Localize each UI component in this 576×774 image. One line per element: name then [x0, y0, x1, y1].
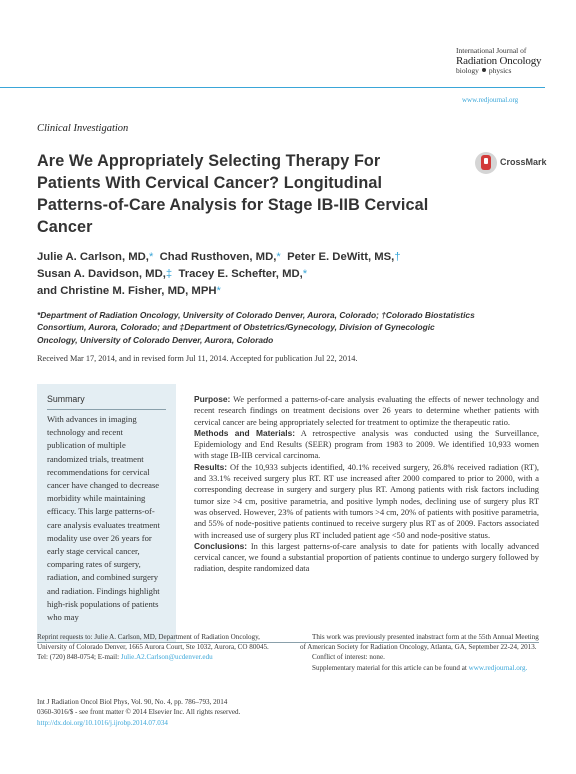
author-list — [37, 249, 477, 300]
crossmark-label: CrossMark — [500, 157, 547, 167]
summary-divider — [47, 409, 166, 410]
results-text: Of the 10,933 subjects identified, 40.1% received surgery, 26.8% received radiation (RT), and 33.1% received surgery plus RT. RT use increased after 2000 compared to prior to 2000, with a corresponding decrease in surgery and surgery plus RT. Among patients with risk factors including tumor size >4 cm, positive parametria, and positive lymph nodes, declining use of surgery plus RT was observed. However, 23% of patients with tumors >4 cm, 20% of patients with positive parametria, and 55% of node-positive patients continued to receive surgery plus RT as of 2009. Factors associated with increased use of surgery plus RT included patient age <50 and node-positive status. — [194, 462, 540, 540]
article-notes — [300, 632, 540, 673]
reprint-requests — [37, 632, 276, 663]
article-title: Are We Appropriately Selecting Therapy For Patients With Cervical Cancer? Longitudinal Patterns-of-Care Analysis for Stage IB-IIB Cervical Cancer — [37, 152, 429, 236]
doi-link[interactable]: http://dx.doi.org/10.1016/j.ijrobp.2014.07.034 — [37, 718, 168, 727]
conclusions-text: In this largest patterns-of-care analysis to date for patients with locally advanced cervical cancer, we found a substantial proportion of patients continue to undergo surgery followed by radiation, despite randomized data — [194, 541, 539, 574]
presented-note: This work was previously presented inabstract form at the 55th Annual Meeting of American Society for Radiation Oncology, Atlanta, GA, September 22-24, 2013. — [300, 633, 539, 652]
journal-url-link[interactable]: www.redjournal.org — [462, 96, 519, 104]
author-mark[interactable]: * — [148, 251, 154, 263]
conflict-note: Conflict of interest: none. — [312, 653, 385, 662]
copyright-line: 0360-3016/$ - see front matter © 2014 Elsevier Inc. All rights reserved. — [37, 708, 241, 717]
crossmark-button[interactable] — [475, 152, 555, 178]
abstract — [194, 394, 539, 575]
methods-label: Methods and Materials: — [194, 427, 296, 438]
author-mark[interactable]: † — [394, 251, 401, 263]
author-mark[interactable]: * — [216, 285, 221, 297]
journal-name-line2: Radiation Oncology — [456, 55, 542, 67]
affiliations: *Department of Radiation Oncology, University of Colorado Denver, Aurora, Colorado; †Colorado Biostatistics Consortium, Aurora, Colorado; and ‡Department of Obstetrics/Gynecology, Division of Gynecologic Oncology, University of Colorado Denver, Aurora, Colorado — [37, 310, 475, 345]
journal-name-line3 — [456, 66, 556, 76]
purpose-label: Purpose: — [194, 394, 231, 404]
author-name: Peter E. DeWitt, MS, — [287, 251, 395, 263]
results-label: Results: — [194, 461, 228, 472]
conclusions-label: Conclusions: — [194, 540, 248, 551]
citation-block — [37, 697, 297, 728]
journal-biology: biology — [456, 66, 479, 75]
author-name: Susan A. Davidson, MD, — [37, 268, 166, 280]
received-dates: Received Mar 17, 2014, and in revised form Jul 11, 2014. Accepted for publication Jul 22, 2014. — [37, 354, 358, 363]
summary-box — [37, 384, 176, 642]
author-mark[interactable]: * — [276, 251, 281, 263]
summary-text: With advances in imaging technology and recent publication of multiple randomized trials, treatment recommendations for cervical cancer have changed to decrease morbidity while maintaining efficacy. This large patterns-of-care analysis evaluates treatment modality use over 26 years for early stage cervical cancer, comparing rates of surgery, radiation, and combined surgery and radiation. Findings highlight high-risk populations of patients who may — [47, 414, 160, 623]
author-name: Julie A. Carlson, MD, — [37, 251, 149, 263]
journal-physics: physics — [488, 66, 512, 75]
author-mark[interactable]: * — [302, 268, 308, 280]
header-divider — [0, 87, 545, 88]
supplementary-link[interactable]: www.redjournal.org. — [468, 663, 528, 672]
author-name: Chad Rusthoven, MD, — [159, 251, 277, 263]
purpose-text: We performed a patterns-of-care analysis evaluating the effects of newer technology and recent research findings on treatment decisions over 26 years to determine whether patients with cervical cancer are being appropriately selected for treatment to optimize the therapeutic ratio. — [194, 395, 539, 427]
reprint-text: Reprint requests to: Julie A. Carlson, MD, Department of Radiation Oncology, University of Colorado Denver, 1665 Aurora Court, Ste 1032, Aurora, CO 80045. Tel: (720) 848-0754; E-mail: — [37, 633, 269, 662]
journal-logo — [456, 46, 556, 76]
journal-name-line1: International Journal of — [456, 46, 527, 55]
citation-line: Int J Radiation Oncol Biol Phys, Vol. 90, No. 4, pp. 786–793, 2014 — [37, 698, 228, 706]
summary-heading: Summary — [47, 394, 85, 404]
email-link[interactable]: Julie.A2.Carlson@ucdenver.edu — [120, 653, 213, 662]
supplementary-text: Supplementary material for this article can be found at — [312, 663, 469, 672]
author-mark[interactable]: ‡ — [165, 268, 173, 280]
author-name: Tracey E. Schefter, MD, — [178, 268, 303, 280]
crossmark-icon — [475, 152, 497, 174]
section-label: Clinical Investigation — [37, 123, 129, 134]
bullet-icon — [482, 68, 486, 72]
supplementary-note — [300, 663, 540, 673]
methods-text: A retrospective analysis was conducted using the Surveillance, Epidemiology and End Results (SEER) program from 1983 to 2009. We identified 10,933 women with stage IB-IIB cervical carcinoma. — [194, 428, 539, 461]
author-name: and Christine M. Fisher, MD, MPH — [37, 285, 217, 297]
